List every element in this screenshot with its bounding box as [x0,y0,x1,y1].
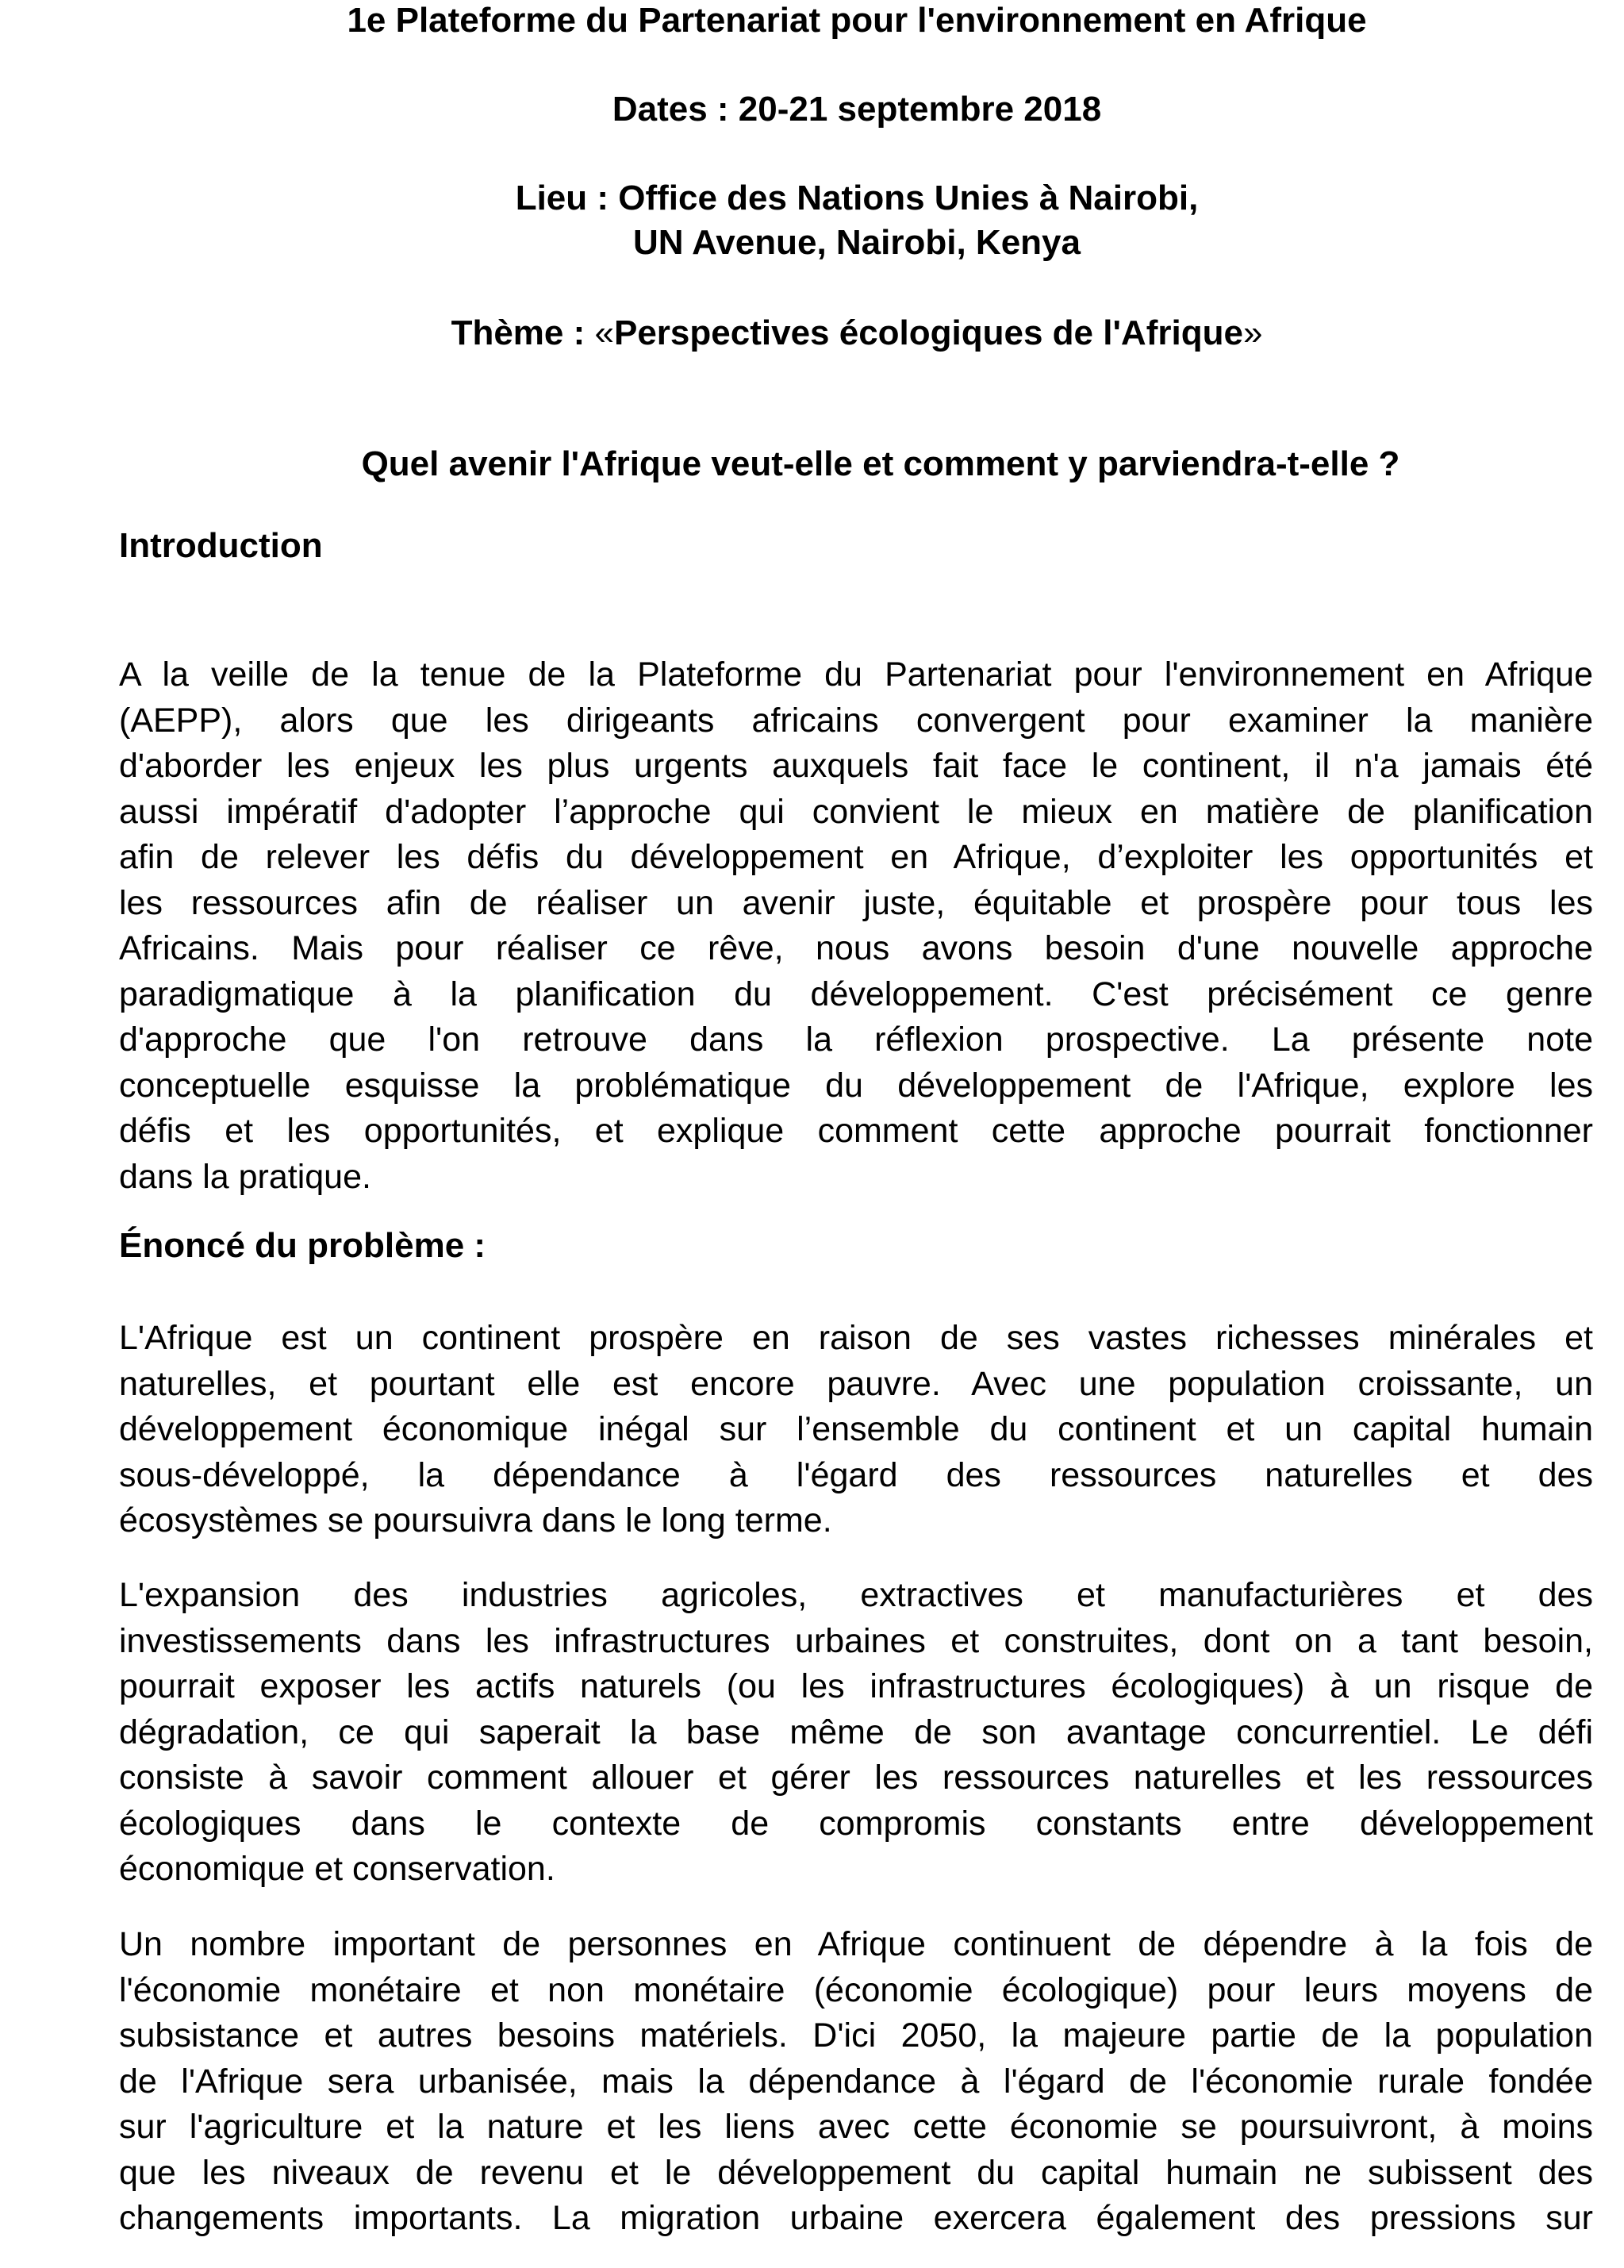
theme-prefix: Thème : [451,313,595,352]
paragraph-line: développement économique inégal sur l’ensemble du continent et un capital humain [119,1410,1593,1448]
paragraph-line: (AEPP), alors que les dirigeants africains convergent pour examiner la manière [119,701,1593,740]
paragraph-line: dans la pratique. [119,1157,371,1196]
paragraph-line: aussi impératif d'adopter l’approche qui convient le mieux en matière de planification [119,792,1593,831]
paragraph-line: paradigmatique à la planification du développement. C'est précisément ce genre [119,974,1593,1013]
paragraph-line: d'aborder les enjeux les plus urgents auxquels fait face le continent, il n'a jamais été [119,747,1593,785]
paragraph-line: économique et conservation. [119,1850,555,1888]
paragraph-line: investissements dans les infrastructures urbaines et construites, dont on a tant besoin, [119,1621,1593,1660]
document-header [119,0,1595,43]
problem-paragraph-2 [119,1573,1593,1893]
introduction-paragraph [119,652,1593,1200]
paragraph-line: L'expansion des industries agricoles, extractives et manufacturières et des [119,1576,1593,1614]
theme-text: Perspectives écologiques de l'Afrique [613,313,1243,352]
dates-block [119,87,1595,132]
paragraph-line: dégradation, ce qui saperait la base même de son avantage concurrentiel. Le défi [119,1713,1593,1751]
paragraph-line: l'économie monétaire et non monétaire (économie écologique) pour leurs moyens de [119,1970,1593,2009]
paragraph-line: A la veille de la tenue de la Plateforme du Partenariat pour l'environnement en Afrique [119,655,1593,694]
paragraph-line: les ressources afin de réaliser un avenir juste, équitable et prospère pour tous les [119,883,1593,922]
problem-paragraph-3 [119,1922,1593,2242]
introduction-heading: Introduction [119,526,323,565]
venue-line-1: Lieu : Office des Nations Unies à Nairobi, [515,179,1199,217]
paragraph-line: sous-développé, la dépendance à l'égard des ressources naturelles et des [119,1455,1593,1494]
venue-line-2: UN Avenue, Nairobi, Kenya [633,223,1081,262]
paragraph-line: Africains. Mais pour réaliser ce rêve, nous avons besoin d'une nouvelle approche [119,929,1593,967]
question-block [143,442,1618,486]
paragraph-line: sur l'agriculture et la nature et les liens avec cette économie se poursuivront, à moins [119,2108,1593,2146]
venue-block [119,176,1595,265]
paragraph-line: écologiques dans le contexte de compromis constants entre développement [119,1804,1593,1843]
paragraph-line: conceptuelle esquisse la problématique du développement de l'Afrique, explore les [119,1066,1593,1105]
theme-close-quote: » [1242,313,1263,352]
paragraph-line: d'approche que l'on retrouve dans la réflexion prospective. La présente note [119,1021,1593,1059]
paragraph-line: Un nombre important de personnes en Afrique continuent de dépendre à la fois de [119,1925,1593,1963]
paragraph-line: afin de relever les défis du développement en Afrique, d’exploiter les opportunités et [119,838,1593,876]
paragraph-line: défis et les opportunités, et explique comment cette approche pourrait fonctionner [119,1112,1593,1150]
theme-open-quote: « [594,313,614,352]
document-title: 1e Plateforme du Partenariat pour l'environnement en Afrique [347,1,1367,40]
paragraph-line: pourrait exposer les actifs naturels (ou les infrastructures écologiques) à un risque de [119,1667,1593,1705]
paragraph-line: consiste à savoir comment allouer et gérer les ressources naturelles et les ressources [119,1759,1593,1797]
theme-line [119,311,1595,356]
theme-block [119,311,1595,356]
paragraph-line: de l'Afrique sera urbanisée, mais la dépendance à l'égard de l'économie rurale fondée [119,2062,1593,2101]
problem-paragraph-1 [119,1316,1593,1544]
paragraph-line: L'Afrique est un continent prospère en raison de ses vastes richesses minérales et [119,1319,1593,1357]
paragraph-line: que les niveaux de revenu et le développement du capital humain ne subissent des [119,2153,1593,2192]
paragraph-line: changements importants. La migration urbaine exercera également des pressions sur [119,2199,1593,2237]
paragraph-line: naturelles, et pourtant elle est encore pauvre. Avec une population croissante, un [119,1364,1593,1403]
problem-heading: Énoncé du problème : [119,1226,486,1265]
guiding-question: Quel avenir l'Afrique veut-elle et comment y parviendra-t-elle ? [361,444,1400,483]
event-dates: Dates : 20-21 septembre 2018 [612,90,1102,129]
paragraph-line: écosystèmes se poursuivra dans le long terme. [119,1501,832,1540]
paragraph-line: subsistance et autres besoins matériels. D'ici 2050, la majeure partie de la population [119,2016,1593,2055]
